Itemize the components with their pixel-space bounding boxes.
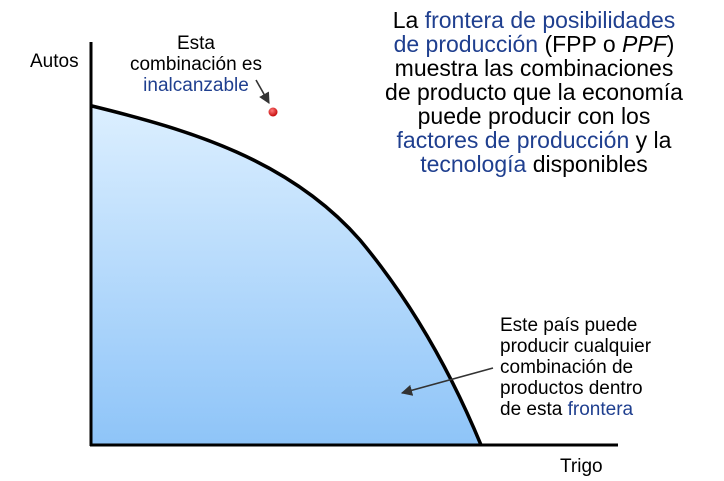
definition-text: ) xyxy=(666,31,675,57)
y-axis-label: Autos xyxy=(30,51,79,72)
definition-term: factores de producción xyxy=(396,127,630,153)
ppf-definition xyxy=(356,8,712,176)
unreachable-point xyxy=(269,108,278,117)
definition-text: y la xyxy=(629,127,672,153)
definition-text: de producto que la economía xyxy=(385,79,683,105)
inside-note-line: de esta xyxy=(500,399,568,420)
definition-text: muestra las combinaciones xyxy=(394,55,674,81)
unreachable-note-line: combinación es xyxy=(129,54,263,75)
inside-note xyxy=(500,315,651,420)
inside-note-line: Este país puede xyxy=(500,315,638,336)
inside-note-line: combinación de xyxy=(500,357,634,378)
definition-text: disponibles xyxy=(526,151,648,177)
unreachable-note xyxy=(112,33,280,96)
unreachable-note-keyword: inalcanzable xyxy=(143,75,249,96)
definition-term: tecnología xyxy=(420,151,527,177)
inside-note-keyword: frontera xyxy=(567,399,634,420)
inside-note-line: producir cualquier xyxy=(500,336,652,357)
definition-text: (FPP o xyxy=(538,31,623,57)
inside-note-line: productos dentro xyxy=(500,378,643,399)
definition-term: de producción xyxy=(393,31,539,57)
definition-text: La xyxy=(392,7,425,33)
x-axis-label: Trigo xyxy=(560,456,603,477)
definition-term: frontera de posibilidades xyxy=(424,7,676,33)
unreachable-note-line: Esta xyxy=(176,33,216,54)
definition-abbrev: PPF xyxy=(622,31,667,57)
definition-text: puede producir con los xyxy=(417,103,651,129)
